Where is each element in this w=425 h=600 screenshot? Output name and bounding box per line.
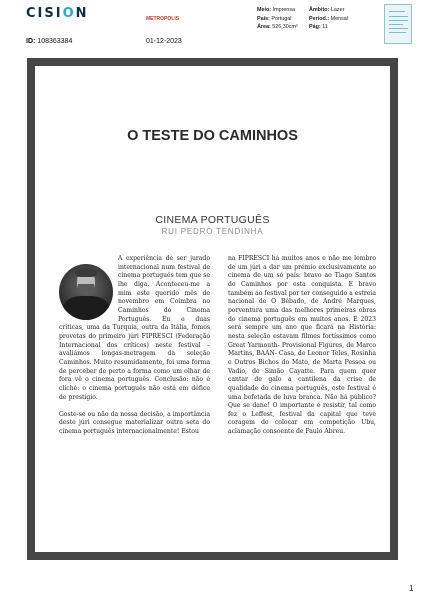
meta-row-medium — [257, 6, 298, 15]
cision-logo — [26, 6, 89, 21]
logo-text: CISI — [26, 6, 63, 21]
thumbnail-line — [389, 24, 403, 25]
thumbnail-line — [389, 20, 408, 21]
thumbnail-line — [389, 32, 406, 33]
meta-row-page — [309, 23, 348, 32]
article-author: RUI PEDRO TENDINHA — [161, 227, 264, 236]
meta-label: País: — [257, 15, 270, 22]
logo-accent: O — [62, 6, 76, 21]
article-column-right — [228, 255, 376, 437]
meta-value: Lazer — [330, 7, 345, 13]
meta-row-area — [257, 23, 298, 32]
meta-label: Meio: — [257, 7, 272, 13]
meta-value: 11 — [322, 24, 328, 31]
article-column-left — [59, 255, 210, 437]
article-title: O TESTE DO CAMINHOS — [127, 128, 298, 144]
meta-label: Âmbito: — [309, 7, 330, 13]
meta-row-country — [257, 15, 298, 24]
meta-value: 526,30cm² — [272, 24, 298, 31]
thumbnail-line — [389, 28, 408, 29]
article-paragraph: na FIPRESCI há muitos anos e não me lembro de um júri a dar um prémio exclusivamente ao cinema de um só país: bravo ao Tiago Santos do Caminhos por esta conquista. E bravo também ao festival por ter conseguido a estreia nacional de O Bêbado, de André Marques, porventura uma das melhores primeiras obras do cinema português em muitos anos. E 2023 será sempre um ano que ficará na História: nesta seleção estavam filmes fortíssimos como Great Yarmouth- Provisional Figures, de Marco Martins, BAAN- Casa, de Leonor Teles, Rosinha e Outros Bichos do Mato, de Marta Pessoa ou Vadio, de Simão Cayatte. Para quem quer cantar de galo a cantilena da crise de qualidade do cinema português, este festival é uma bofetada de luva branca. Não há público? Que se dane! O importante é resistir, tal como fez o Leffest, festival da capital que teve coragem de colocar em competição Ubu, aclamação consoente de Paulo Abreu. — [228, 255, 376, 436]
article-section: CINEMA PORTUGUÊS — [155, 214, 270, 226]
meta-left — [257, 6, 298, 32]
id-value: 108363384 — [37, 38, 73, 45]
article-paragraph: A experiência de ser jurado internacional num festival de cinema português tem que se lhe diga. Aconteceu-me a mim este querido mês de novembro em Coimbra no Caminhos do Cinema Português. Eu e duas críticas, uma da Turquia, outra da Itália, fomos provetas do primeiro júri FIPRESCI (Federação Internacional dos críticos) neste festival – avaliámos longas-metragem da seleção Caminhos. Muito resumidamente, foi uma forma de perceber de perto a forma como um olhar de fora vê o cinema português. Conclusão: não é cliché: o cinema português não está em défice de prestígio. — [59, 255, 210, 401]
meta-value: Portugal — [271, 15, 292, 22]
meta-label: Period.: — [309, 15, 330, 22]
page-thumbnail[interactable] — [384, 4, 412, 44]
meta-label: Área: — [257, 24, 271, 31]
meta-value: Mensal — [330, 15, 348, 22]
thumbnail-line — [389, 16, 408, 17]
thumbnail-line — [389, 11, 405, 12]
logo-text-end: N — [75, 6, 89, 21]
meta-label: Pág: — [309, 24, 321, 31]
meta-row-period — [309, 15, 348, 24]
article-paragraph: Goste-se ou não da nossa decisão, a importância deste júri consegue materializar outra seta do cinema português internacionalmente! Estou — [59, 410, 210, 436]
publication-name: METROPOLIS — [146, 16, 180, 22]
article-frame — [27, 58, 398, 560]
id-label: ID: — [26, 38, 36, 45]
meta-row-scope — [309, 6, 348, 15]
clipping-date: 01-12-2023 — [146, 38, 182, 45]
clipping-id — [26, 38, 72, 45]
meta-right — [309, 6, 348, 32]
photo-spacer — [59, 255, 118, 323]
meta-value: Imprensa — [272, 7, 296, 13]
page-number: 1 — [409, 584, 414, 593]
